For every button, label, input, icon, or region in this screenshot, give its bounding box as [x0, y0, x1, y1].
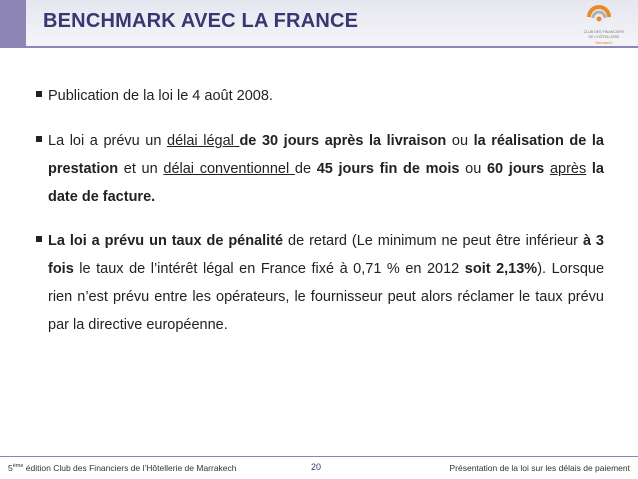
- text-segment: la réalisation de la prestation: [48, 133, 604, 177]
- text-segment: La loi a prévu un: [48, 133, 168, 149]
- text-segment: la date de facture.: [48, 161, 604, 205]
- club-logo-icon: [585, 4, 615, 30]
- header-divider: [0, 46, 638, 48]
- content: [36, 82, 604, 339]
- page-title: BENCHMARK AVEC LA FRANCE: [43, 10, 359, 32]
- page-number: 20: [311, 462, 322, 472]
- bullet-text: [48, 88, 273, 104]
- text-segment: le taux de l’intérêt légal en France fixé à 0,71 % en 2012: [73, 261, 465, 277]
- bullet-text: [48, 233, 604, 333]
- edition-superscript: ème: [12, 463, 24, 469]
- text-segment: de: [294, 161, 317, 177]
- logo-line-1: CLUB DES FINANCIERS: [583, 30, 625, 34]
- text-segment: ). Lorsque rien n’est prévu entre les opérateurs, le fournisseur peut alors réclamer le taux prévu par la directive européenne.: [48, 261, 605, 333]
- logo-line-3: Marrakech: [595, 41, 613, 45]
- bullet-text: [48, 133, 604, 205]
- text-segment: 60 jours: [486, 161, 545, 177]
- footer-edition: [8, 463, 237, 473]
- text-segment: à 3 fois: [48, 233, 604, 277]
- text-segment: 45 jours fin de mois: [316, 161, 460, 177]
- text-segment: La loi a prévu un taux de pénalité: [48, 233, 284, 249]
- text-segment: après: [549, 161, 587, 177]
- text-segment: de 30 jours après la livraison: [239, 133, 447, 149]
- footer-presentation-title: Présentation de la loi sur les délais de paiement: [449, 463, 630, 473]
- bullet-item: [36, 82, 604, 110]
- header-accent: [0, 0, 26, 46]
- edition-text: édition Club des Financiers de l’Hôtellerie de Marrakech: [23, 463, 237, 473]
- edition-number: 5: [8, 463, 13, 473]
- text-segment: ou: [459, 161, 487, 177]
- logo-line-2: DE L'HÔTELLERIE: [588, 35, 620, 39]
- footer-divider: [0, 456, 638, 457]
- text-segment: délai conventionnel: [163, 161, 295, 177]
- bullet-item: [36, 127, 604, 211]
- text-segment: ou: [446, 133, 474, 149]
- text-segment: de retard (Le minimum ne peut être inférieur: [283, 233, 583, 249]
- bullet-square-icon: [36, 136, 42, 142]
- club-logo: [565, 4, 631, 48]
- text-segment: soit 2,13%: [464, 261, 538, 277]
- text-segment: Publication de la loi le 4 août 2008.: [48, 88, 273, 104]
- text-segment: délai légal: [167, 133, 240, 149]
- bullet-square-icon: [36, 91, 42, 97]
- text-segment: et un: [118, 161, 164, 177]
- bullet-square-icon: [36, 236, 42, 242]
- bullet-item: [36, 227, 604, 339]
